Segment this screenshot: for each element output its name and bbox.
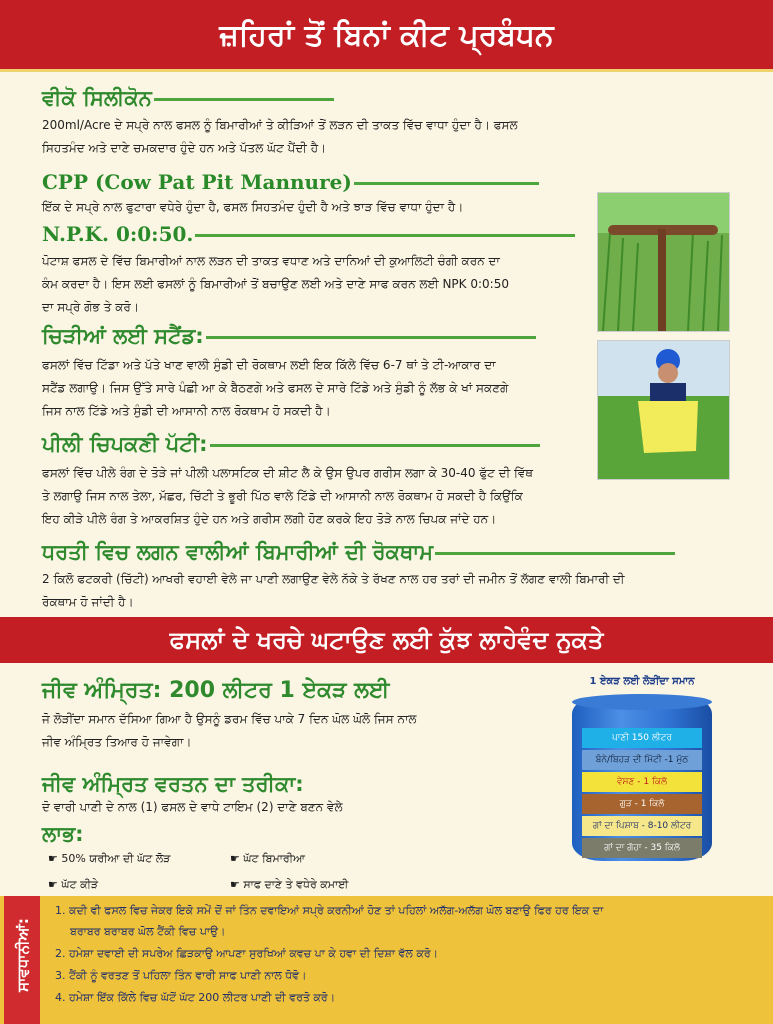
- precaution-item: ਬਰਾਬਰ ਬਰਾਬਰ ਘੋਲ ਟੈਂਕੀ ਵਿਚ ਪਾਉ।: [70, 925, 226, 938]
- cpp-heading: CPP (Cow Pat Pit Mannure): [42, 170, 539, 194]
- cpp-text: ਇੱਕ ਦੇ ਸਪ੍ਰੇ ਨਾਲ ਫੁਟਾਰਾ ਵਧੇਰੇ ਹੁੰਦਾ ਹੈ, ਫਸਲ ਸਿਹਤਮੰਦ ਹੁੰਦੀ ਹੈ ਅਤੇ ਝਾੜ ਵਿੱਚ ਵਾਧਾ ਹੁੰਦਾ ਹੈ।: [42, 200, 464, 214]
- ingredient-row: ਬੰਨੇ/ਬਿਹੜ ਦੀ ਮਿੱਟੀ -1 ਮੁੱਠ: [582, 750, 702, 770]
- yellow-trap-text: ਫਸਲਾਂ ਵਿੱਚ ਪੀਲੇ ਰੰਗ ਦੇ ਤੋੜੇ ਜਾਂ ਪੀਲੀ ਪਲਾਸਟਿਕ ਦੀ ਸ਼ੀਟ ਲੈ ਕੇ ਉਸ ਉਪਰ ਗਰੀਸ ਲਗਾ ਕੇ 30-40 ਫੁੱਟ ਦੀ ਵਿੱਥ ਤੇ ਲਗਾਉ ਜਿਸ ਨਾਲ ਤੇਲਾ, ਮੱਛਰ, ਚਿੱਟੀ ਤੇ ਭੂਰੀ ਪਿੱਠ ਵਾਲੇ ਟਿੱਡੇ ਦੀ ਆਸਾਨੀ ਨਾਲ ਰੋਕਥਾਮ ਹੋ ਸਕਦੀ ਹੈ ਕਿਉਂਕਿ ਇਹ ਕੀੜੇ ਪੀਲੇ ਰੰਗ ਤੇ ਆਕਰਸ਼ਿਤ ਹੁੰਦੇ ਹਨ ਅਤੇ ਗਰੀਸ ਲਗੀ ਹੋਣ ਕਰਕੇ ਇਹ ਤੋੜੇ ਨਾਲ ਚਿਪਕ ਜਾਂਦੇ ਹਨ।: [42, 466, 534, 526]
- precaution-item: 3. ਟੈਂਕੀ ਨੂੰ ਵਰਤਣ ਤੋਂ ਪਹਿਲਾ ਤਿੰਨ ਵਾਰੀ ਸਾਫ ਪਾਣੀ ਨਾਲ ਧੋਵੋ।: [55, 969, 307, 982]
- usage-heading: ਜੀਵ ਅੰਮ੍ਰਿਤ ਵਰਤਨ ਦਾ ਤਰੀਕਾ:: [42, 772, 304, 796]
- farmer-yellow-sheet-photo: [597, 340, 730, 480]
- benefit-item: ☛ ਘੱਟ ਕੀੜੇ: [48, 878, 99, 891]
- benefit-item: ☛ ਸਾਫ ਦਾਣੇ ਤੇ ਵਧੇਰੇ ਕਮਾਈ: [230, 878, 349, 891]
- ingredient-row: ਗਾਂ ਦਾ ਪਿਸ਼ਾਬ - 8-10 ਲੀਟਰ: [582, 816, 702, 836]
- precaution-item: 1. ਕਦੀ ਵੀ ਫਸਲ ਵਿਚ ਜੇਕਰ ਇਕੋ ਸਮੇਂ ਦੋਂ ਜਾਂ ਤਿੰਨ ਦਵਾਇਆਂ ਸਪ੍ਰੇ ਕਰਨੀਆਂ ਹੋਣ ਤਾਂ ਪਹਿਲਾਂ ਅਲੱਗ-ਅਲੱਗ ਘੋਲ ਬਣਾਉ ਫਿਰ ਹਰ ਇਕ ਦਾ: [55, 904, 604, 917]
- yellow-trap-heading: ਪੀਲੀ ਚਿਪਕਣੀ ਪੱਟੀ:: [42, 432, 540, 457]
- bird-stand-heading: ਚਿੜੀਆਂ ਲਈ ਸਟੈਂਡ:: [42, 324, 536, 349]
- page-title: ਜ਼ਹਿਰਾਂ ਤੋਂ ਬਿਨਾਂ ਕੀਟ ਪ੍ਰਬੰਧਨ: [219, 18, 554, 53]
- vico-text: 200ml/Acre ਦੇ ਸਪ੍ਰੇ ਨਾਲ ਫਸਲ ਨੂੰ ਬਿਮਾਰੀਆਂ ਤੇ ਕੀੜਿਆਂ ਤੋਂ ਲੜਨ ਦੀ ਤਾਕਤ ਵਿੱਚ ਵਾਧਾ ਹੁੰਦਾ ਹੈ। ਫਸਲ ਸਿਹਤਮੰਦ ਅਤੇ ਦਾਣੇ ਚਮਕਦਾਰ ਹੁੰਦੇ ਹਨ ਅਤੇ ਪੱਤਲ ਘੱਟ ਪੈਂਦੀ ਹੈ।: [42, 118, 518, 155]
- bird-stand-text: ਫਸਲਾਂ ਵਿੱਚ ਟਿੱਡਾ ਅਤੇ ਪੱਤੇ ਖਾਣ ਵਾਲੀ ਸੁੰਡੀ ਦੀ ਰੋਕਥਾਮ ਲਈ ਇਕ ਕਿੱਲੇ ਵਿੱਚ 6-7 ਥਾਂ ਤੇ ਟੀ-ਆਕਾਰ ਦਾ ਸਟੈਂਡ ਲਗਾਉ। ਜਿਸ ਉੱਤੇ ਸਾਰੇ ਪੰਛੀ ਆ ਕੇ ਬੈਠਣਗੇ ਅਤੇ ਫਸਲ ਦੇ ਸਾਰੇ ਟਿੱਡੇ ਅਤੇ ਸੁੰਡੀ ਨੂੰ ਲੱਭ ਕੇ ਖਾਂ ਸਕਣਗੇ ਜਿਸ ਨਾਲ ਟਿੱਡੇ ਅਤੇ ਸੁੰਡੀ ਦੀ ਆਸਾਨੀ ਨਾਲ ਰੋਕਥਾਮ ਹੋ ਸਕਦੀ ਹੈ।: [42, 358, 509, 418]
- section-banner-cost-tips: ਫਸਲਾਂ ਦੇ ਖਰਚੇ ਘਟਾਉਣ ਲਈ ਕੁੱਝ ਲਾਹੇਵੰਦ ਨੁਕਤੇ: [0, 617, 773, 663]
- benefits-heading: ਲਾਭ:: [42, 822, 84, 846]
- usage-text: ਦੋ ਵਾਰੀ ਪਾਣੀ ਦੇ ਨਾਲ (1) ਫਸਲ ਦੇ ਵਾਧੇ ਟਾਇਮ (2) ਦਾਣੇ ਬਣਨ ਵੇਲੇ: [42, 800, 343, 814]
- jeevamrit-heading: ਜੀਵ ਅੰਮ੍ਰਿਤ: 200 ਲੀਟਰ 1 ਏਕੜ ਲਈ: [42, 678, 390, 703]
- ingredient-row: ਵੇਸਣ - 1 ਕਿਲੋ: [582, 772, 702, 792]
- ingredient-row: ਗਾਂ ਦਾ ਗੋਹਾ - 35 ਕਿਲੋ: [582, 838, 702, 858]
- benefit-item: ☛ 50% ਯਰੀਆ ਦੀ ਘੱਟ ਲੋੜ: [48, 852, 171, 865]
- soil-disease-heading: ਧਰਤੀ ਵਿਚ ਲਗਨ ਵਾਲੀਆਂ ਬਿਮਾਰੀਆਂ ਦੀ ਰੋਕਥਾਮ: [42, 540, 675, 565]
- precaution-item: 2. ਹਮੇਸ਼ਾ ਦਵਾਈ ਦੀ ਸਪਰੇਅ ਛਿੜਕਾਉ ਆਪਣਾ ਸੁਰਖਿਆਂ ਕਵਚ ਪਾ ਕੇ ਹਵਾ ਦੀ ਦਿਸ਼ਾ ਵੱਲ ਕਰੋ।: [55, 947, 439, 960]
- benefit-item: ☛ ਘੱਟ ਬਿਮਾਰੀਆ: [230, 852, 305, 865]
- npk-heading: N.P.K. 0:0:50.: [42, 222, 575, 246]
- barrel-lid: [572, 694, 712, 710]
- precautions-panel: [0, 896, 773, 1024]
- ingredients-barrel: [562, 676, 722, 866]
- precaution-item: 4. ਹਮੇਸ਼ਾ ਇੱਕ ਕਿੱਲੇ ਵਿਚ ਘੱਟੋਂ ਘੱਟ 200 ਲੀਟਰ ਪਾਣੀ ਦੀ ਵਰਤੋ ਕਰੋ।: [55, 991, 336, 1004]
- jeevamrit-text: ਜੋ ਲੋੜੀਂਦਾ ਸਮਾਨ ਦੱਸਿਆ ਗਿਆ ਹੈ ਉਸਨੂੰ ਡਰਮ ਵਿੱਚ ਪਾਕੇ 7 ਦਿਨ ਘੋਲ ਘੋਲੋ ਜਿਸ ਨਾਲ ਜੀਵ ਅੰਮ੍ਰਿਤ ਤਿਆਰ ਹੋ ਜਾਵੇਗਾ।: [42, 712, 417, 749]
- barrel-title: 1 ਏਕੜ ਲਈ ਲੋੜੀਂਦਾ ਸਮਾਨ: [589, 676, 695, 687]
- precautions-label: ਸਾਵਧਾਨੀਆਂ:: [4, 896, 40, 1024]
- ingredient-row: ਗੁੜ - 1 ਕਿਲੋ: [582, 794, 702, 814]
- vico-heading: ਵੀਕੋ ਸਿਲੀਕੋਨ: [42, 86, 334, 111]
- ingredient-row: ਪਾਣੀ 150 ਲੀਟਰ: [582, 728, 702, 748]
- npk-text: ਪੋਟਾਸ਼ ਫਸਲ ਦੇ ਵਿੱਚ ਬਿਮਾਰੀਆਂ ਨਾਲ ਲੜਨ ਦੀ ਤਾਕਤ ਵਧਾਣ ਅਤੇ ਦਾਨਿਆਂ ਦੀ ਕੁਆਲਿਟੀ ਚੰਗੀ ਕਰਨ ਦਾ ਕੰਮ ਕਰਦਾ ਹੈ। ਇਸ ਲਈ ਫਸਲਾਂ ਨੂੰ ਬਿਮਾਰੀਆਂ ਤੋਂ ਬਚਾਉਣ ਲਈ ਅਤੇ ਦਾਣੇ ਸਾਫ ਕਰਨ ਲਈ NPK 0:0:50 ਦਾ ਸਪ੍ਰੇ ਗੋਭ ਤੇ ਕਰੋ।: [42, 254, 509, 314]
- page-title-banner: [0, 0, 773, 72]
- soil-disease-text: 2 ਕਿਲੋ ਫਟਕਰੀ (ਚਿੱਟੀ) ਆਖਰੀ ਵਹਾਈ ਵੇਲੇ ਜਾ ਪਾਣੀ ਲਗਾਉਣ ਵੇਲੇ ਨੱਕੇ ਤੇ ਰੱਖਣ ਨਾਲ ਹਰ ਤਰਾਂ ਦੀ ਜਮੀਨ ਤੋਂ ਲੱਗਣ ਵਾਲੀ ਬਿਮਾਰੀ ਦੀ ਰੋਕਥਾਮ ਹੋ ਜਾਂਦੀ ਹੈ।: [42, 572, 625, 609]
- bird-stand-photo: [597, 192, 730, 332]
